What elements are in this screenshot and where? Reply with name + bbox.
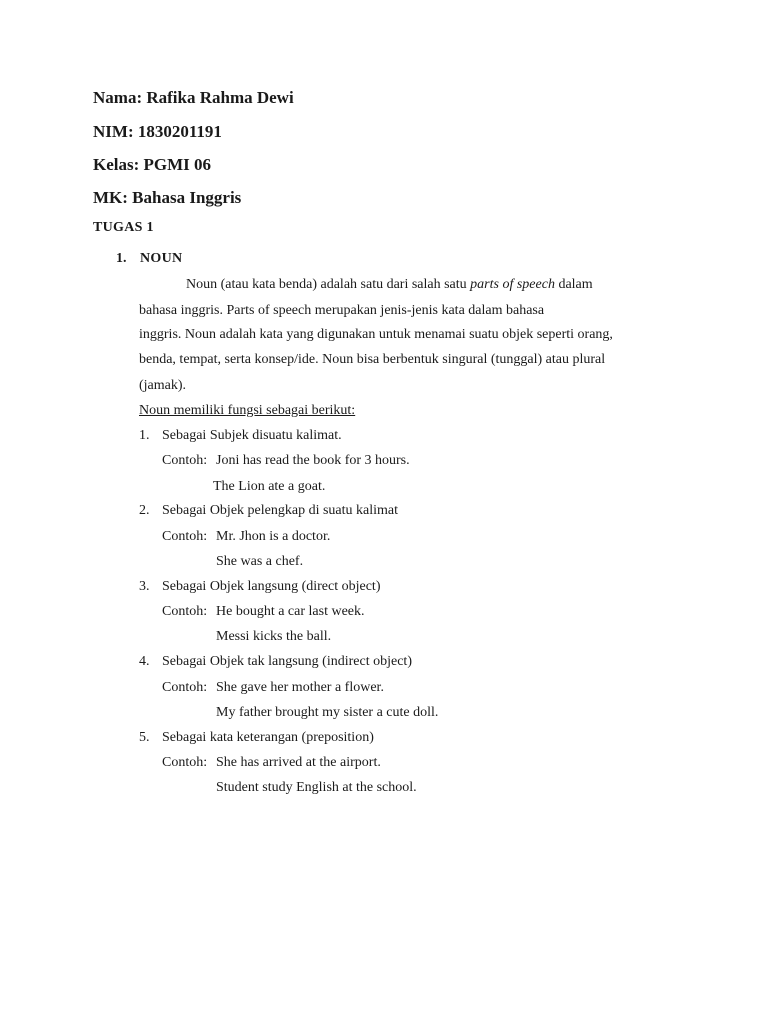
list-item-text: Sebagai Objek tak langsung (indirect object) — [162, 654, 412, 669]
example-label: Contoh: — [162, 604, 208, 619]
example-sentence: She was a chef. — [216, 554, 304, 569]
example-sentence: The Lion ate a goat. — [213, 479, 326, 494]
section-number: 1. — [116, 251, 127, 266]
list-item-text: Sebagai kata keterangan (preposition) — [162, 730, 374, 745]
example-label: Contoh: — [162, 755, 208, 770]
student-name: Nama: Rafika Rahma Dewi — [93, 88, 294, 107]
student-class: Kelas: PGMI 06 — [93, 155, 212, 174]
list-item-number: 3. — [139, 579, 150, 594]
example-sentence: He bought a car last week. — [216, 604, 365, 619]
paragraph-line-4: benda, tempat, serta konsep/ide. Noun bisa berbentuk singural (tunggal) atau plural — [139, 352, 606, 367]
example-sentence: My father brought my sister a cute doll. — [216, 705, 439, 720]
section-title: NOUN — [140, 251, 183, 266]
paragraph-line-3: inggris. Noun adalah kata yang digunakan untuk menamai suatu objek seperti orang, — [139, 327, 613, 342]
parts-of-speech-term: parts of speech — [470, 277, 555, 292]
paragraph-line-1-end: dalam — [554, 277, 593, 292]
list-item-text: Sebagai Subjek disuatu kalimat. — [162, 428, 342, 443]
list-item-number: 4. — [139, 654, 150, 669]
list-item-number: 5. — [139, 730, 150, 745]
example-sentence: Joni has read the book for 3 hours. — [216, 453, 410, 468]
student-nim: NIM: 1830201191 — [93, 122, 222, 141]
list-item-text: Sebagai Objek pelengkap di suatu kalimat — [162, 503, 398, 518]
example-sentence: She gave her mother a flower. — [216, 680, 384, 695]
example-sentence: She has arrived at the airport. — [216, 755, 381, 770]
course-name: MK: Bahasa Inggris — [93, 188, 242, 207]
paragraph-line-1 — [186, 276, 593, 294]
example-label: Contoh: — [162, 680, 208, 695]
example-sentence: Mr. Jhon is a doctor. — [216, 529, 331, 544]
paragraph-line-2: bahasa inggris. Parts of speech merupakan jenis-jenis kata dalam bahasa — [139, 303, 545, 318]
function-heading: Noun memiliki fungsi sebagai berikut: — [139, 403, 356, 418]
paragraph-line-5: (jamak). — [139, 378, 187, 393]
list-item-number: 1. — [139, 428, 150, 443]
example-sentence: Student study English at the school. — [216, 780, 417, 795]
example-sentence: Messi kicks the ball. — [216, 629, 332, 644]
assignment-title: TUGAS 1 — [93, 220, 154, 235]
example-label: Contoh: — [162, 453, 208, 468]
paragraph-line-1-start: Noun (atau kata benda) adalah satu dari salah satu — [186, 277, 471, 292]
list-item-text: Sebagai Objek langsung (direct object) — [162, 579, 381, 594]
example-label: Contoh: — [162, 529, 208, 544]
list-item-number: 2. — [139, 503, 150, 518]
